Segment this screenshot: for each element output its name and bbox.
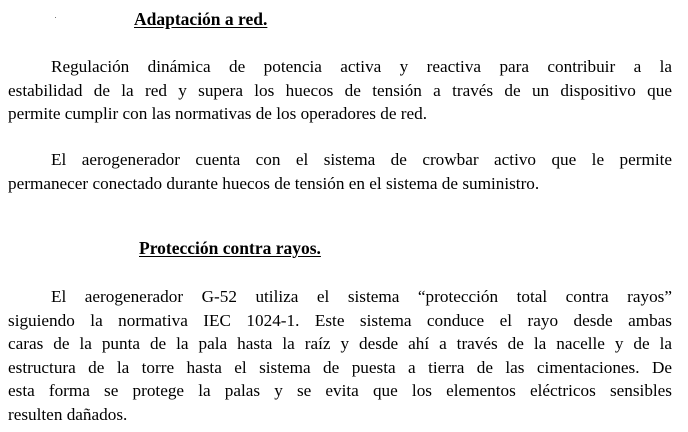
text-line: Regulación dinámica de potencia activa y reactiva para contribuir a la <box>51 57 672 76</box>
text-line: siguiendo la normativa IEC 1024-1. Este sistema conduce el rayo desde ambas <box>8 310 672 330</box>
text-line: estructura de la torre hasta el sistema de puesta a tierra de las cimentaciones. De <box>8 357 672 377</box>
text-line: esta forma se protege la palas y se evita que los elementos eléctricos sensibles <box>8 381 672 400</box>
section-heading-proteccion: Protección contra rayos. <box>139 238 321 258</box>
paragraph-crowbar <box>8 148 672 195</box>
paragraph-rayos <box>8 285 672 426</box>
scan-speck <box>55 17 56 18</box>
text-line: El aerogenerador G-52 utiliza el sistema “protección total contra rayos” <box>51 287 672 306</box>
section-heading-adaptacion: Adaptación a red. <box>134 9 268 29</box>
text-line: permite cumplir con las normativas de los operadores de red. <box>8 104 428 123</box>
text-line: estabilidad de la red y supera los huecos de tensión a través de un dispositivo que <box>8 80 672 100</box>
text-line: resulten dañados. <box>8 404 128 424</box>
text-line: caras de la punta de la pala hasta la raíz y desde ahí a través de la nacelle y de la <box>8 334 672 353</box>
text-line: permanecer conectado durante huecos de tensión en el sistema de suministro. <box>8 173 540 193</box>
text-line: El aerogenerador cuenta con el sistema de crowbar activo que le permite <box>51 150 672 169</box>
paragraph-regulacion <box>8 55 672 126</box>
